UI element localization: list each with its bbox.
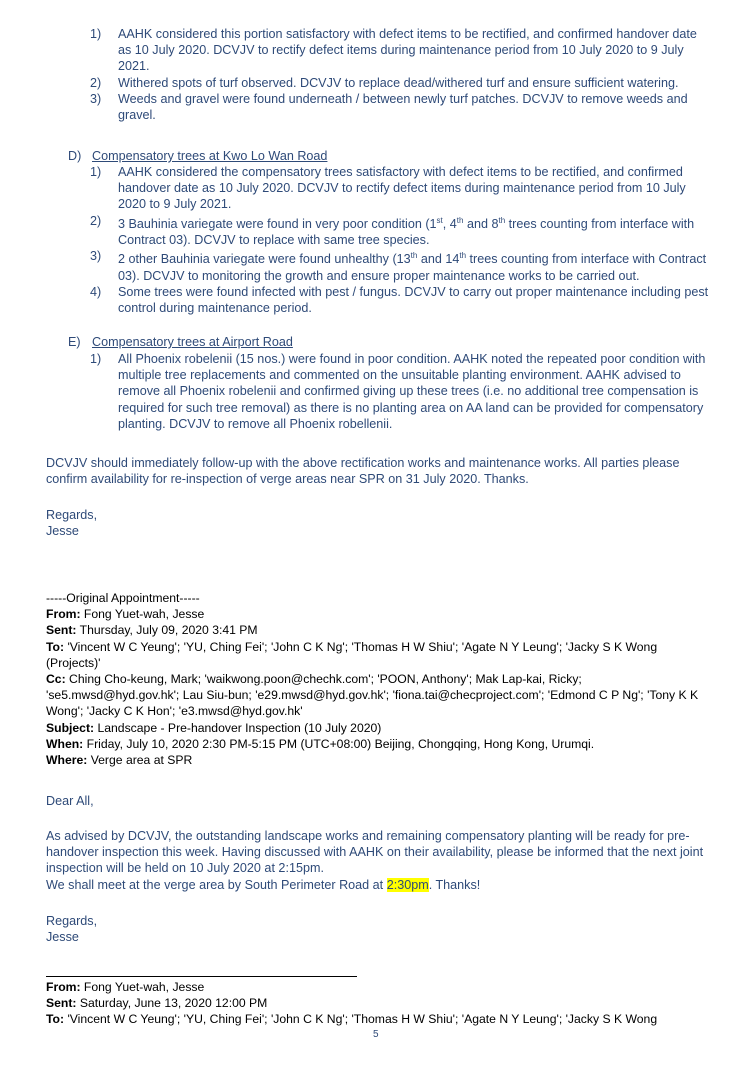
to-line: To: 'Vincent W C Yeung'; 'YU, Ching Fei'; 'John C K Ng'; 'Thomas H W Shiu'; 'Agate N Y Leung'; 'Jacky S K Wong (46, 1012, 658, 1027)
list-item (90, 164, 710, 213)
page-number: 5 (373, 1029, 379, 1040)
list-number: 2) (90, 75, 102, 90)
original-appointment-header (46, 590, 714, 768)
section-letter: E) (68, 335, 81, 349)
list-number: 4) (90, 284, 102, 299)
from-line: From: Fong Yuet-wah, Jesse (46, 980, 205, 994)
list-text: Withered spots of turf observed. DCVJV to replace dead/withered turf and ensure sufficient watering. (118, 75, 679, 90)
list-text: 3 Bauhinia variegate were found in very poor condition (1st, 4th and 8th trees counting from interface with Contract 03). DCVJV to replace with same tree species. (118, 215, 695, 247)
earlier-email-header (46, 979, 714, 1028)
from-line: From: Fong Yuet-wah, Jesse (46, 607, 205, 622)
list-text: AAHK considered the compensatory trees satisfactory with defect items to be rectified, and confirmed handover date as 10 July 2020. DCVJV to rectify defect items during maintenance period from 10 July 2020 to 9 July 2021. (118, 165, 686, 212)
signature: Jesse (46, 524, 79, 538)
list-text: Some trees were found infected with pest / fungus. DCVJV to carry out proper maintenance including pest control during maintenance period. (118, 284, 709, 315)
advised-paragraph: As advised by DCVJV, the outstanding landscape works and remaining compensatory planting will be ready for pre-handover inspection this week. Having discussed with AAHK on their availability, please be informed that the next joint inspection will be held on 10 July 2020 at 2:15pm. (46, 829, 704, 876)
list-number: 1) (90, 27, 102, 41)
sent-line: Sent: Thursday, July 09, 2020 3:41 PM (46, 623, 258, 638)
list-number: 3) (90, 249, 102, 264)
divider-text: -----Original Appointment----- (46, 591, 200, 605)
when-line: When: Friday, July 10, 2020 2:30 PM-5:15 PM (UTC+08:00) Beijing, Chongqing, Hong Kong, Urumqi. (46, 736, 595, 751)
section-e-list (90, 351, 710, 432)
subject-line: Subject: Landscape - Pre-handover Inspection (10 July 2020) (46, 720, 382, 735)
highlighted-time: 2:30pm (386, 878, 429, 892)
where-line: Where: Verge area at SPR (46, 753, 193, 768)
section-title: Compensatory trees at Airport Road (92, 335, 293, 349)
section-d-heading (68, 148, 327, 164)
greeting: Dear All, (46, 794, 94, 808)
to-line: To: 'Vincent W C Yeung'; 'YU, Ching Fei'; 'John C K Ng'; 'Thomas H W Shiu'; 'Agate N Y Leung'; 'Jacky S K Wong (Projects)' (46, 639, 658, 670)
divider-rule (46, 976, 357, 977)
section-letter: D) (68, 149, 82, 163)
list-number: 1) (90, 352, 102, 366)
list-item (90, 248, 710, 284)
list-item (90, 284, 710, 316)
list-item (90, 26, 710, 75)
list-number: 2) (90, 213, 102, 228)
meeting-line: We shall meet at the verge area by South Perimeter Road at 2:30pm. Thanks! (46, 878, 481, 892)
list-number: 3) (90, 91, 102, 106)
section-e-heading (68, 334, 293, 350)
list-text: AAHK considered this portion satisfactory with defect items to be rectified, and confirmed handover date as 10 July 2020. DCVJV to rectify defect items during maintenance period from 10 July 2020 to 9 July 2021. (118, 27, 697, 74)
list-text: 2 other Bauhinia variegate were found unhealthy (13th and 14th trees counting from interface with Contract 03). DCVJV to monitoring the growth and ensure proper maintenance works to be carried out. (118, 251, 707, 283)
section-c-list (90, 26, 710, 123)
list-text: All Phoenix robelenii (15 nos.) were found in poor condition. AAHK noted the repeated poor condition with multiple tree replacements and commented on the unsuitable planting environment. AAHK advised to remove all Phoenix robelenii and confirmed giving up these trees (i.e. no additional tree compensation is required for such tree removal) as there is no planting area on AA land can be provided for compensatory planting. DCVJV to remove all Phoenix robellenii. (118, 352, 706, 431)
signature: Jesse (46, 930, 79, 944)
list-item (90, 213, 710, 249)
list-item (90, 351, 710, 432)
regards: Regards, (46, 508, 98, 522)
follow-up-paragraph: DCVJV should immediately follow-up with the above rectification works and maintenance works. All parties please confirm availability for re-inspection of verge areas near SPR on 31 July 2020. Thanks. (46, 456, 680, 487)
list-item (90, 91, 710, 123)
sent-line: Sent: Saturday, June 13, 2020 12:00 PM (46, 996, 268, 1011)
list-number: 1) (90, 165, 102, 179)
cc-line: Cc: Ching Cho-keung, Mark; 'waikwong.poon@chechk.com'; 'POON, Anthony'; Mak Lap-kai, Ricky; 'se5.mwsd@hyd.gov.hk'; Lau Siu-bun; 'e29.mwsd@hyd.gov.hk'; 'fiona.tai@checproject.com'; 'Edmond C P Ng'; 'Tony K K Wong'; 'Jacky C K Hon'; 'e3.mwsd@hyd.gov.hk' (46, 672, 699, 719)
regards: Regards, (46, 914, 98, 928)
list-text: Weeds and gravel were found underneath / between newly turf patches. DCVJV to remove weeds and gravel. (118, 91, 688, 123)
list-item (90, 75, 710, 91)
section-d-list (90, 164, 710, 316)
section-title: Compensatory trees at Kwo Lo Wan Road (92, 149, 328, 163)
